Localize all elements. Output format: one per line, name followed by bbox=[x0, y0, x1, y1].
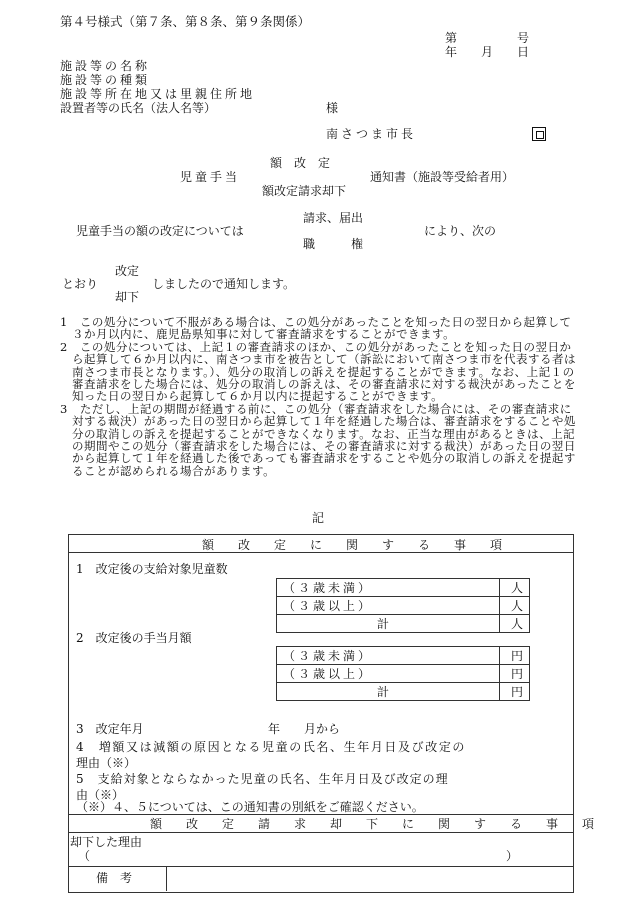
form-number: 第４号様式（第７条、第８条、第９条関係） bbox=[60, 14, 311, 29]
unit-yen: 円 bbox=[500, 665, 530, 683]
over3-label: （３歳以上） bbox=[283, 667, 374, 681]
body-tori: とおり bbox=[62, 277, 99, 291]
seal-stamp bbox=[532, 127, 546, 141]
monthly-amount-table bbox=[276, 646, 530, 701]
body-notify: しましたので通知します。 bbox=[152, 277, 296, 291]
remarks-label: 備 考 bbox=[96, 871, 133, 885]
title-notice: 通知書（施設等受給者用） bbox=[370, 170, 515, 184]
appeal-notes bbox=[60, 316, 580, 477]
item4-label-cont: 理由（※） bbox=[76, 756, 137, 770]
child-count-table bbox=[276, 578, 530, 633]
unit-person: 人 bbox=[500, 615, 530, 633]
over3-label: （３歳以上） bbox=[283, 599, 374, 613]
item5-label: 5 支給対象とならなかった児童の氏名、生年月日及び改定の理 bbox=[76, 772, 449, 786]
unit-yen: 円 bbox=[500, 647, 530, 665]
total-label: 計 bbox=[277, 615, 500, 633]
facility-name-label: 施設等の名称 bbox=[60, 59, 151, 73]
founder-name-label: 設置者等の氏名（法人名等） bbox=[60, 101, 217, 115]
note-item: 3 ただし、上記の期間が経過する前に、この処分（審査請求をした場合には、その審査請求に対する裁決）があった日の翌日から起算して１年を経過した場合は、審査請求をすることや処分の取消しの訴えを提起することができなくなります。なお、正当な理由があるときは、上記の期間やこの処分（審査請求をした場合には、その審査請求に対する裁決）があった日の翌日から起算して１年を経過した後であっても審査請求をすることや処分の取消しの訴えを提起することが認められる場合があります。 bbox=[60, 401, 576, 478]
unit-person: 人 bbox=[500, 597, 530, 615]
unit-person: 人 bbox=[500, 579, 530, 597]
body-sentence-right: により、次の bbox=[424, 224, 497, 238]
total-label: 計 bbox=[277, 683, 500, 701]
body-sentence-left: 児童手当の額の改定については bbox=[76, 224, 244, 238]
item4-label: 4 増額又は減額の原因となる児童の氏名、生年月日及び改定の bbox=[76, 740, 467, 754]
item3-year-month: 年 月から bbox=[268, 722, 341, 736]
ki-heading: 記 bbox=[312, 511, 325, 525]
note-item: 1 この処分について不服がある場合は、この処分があったことを知った日の翌日から起算して３か月以内に、鹿児島県知事に対して審査請求をすることができます。 bbox=[60, 315, 572, 342]
under3-label: （３歳未満） bbox=[283, 649, 374, 663]
facility-type-label: 施設等の種類 bbox=[60, 73, 151, 87]
title-amount-revision: 額 改 定 bbox=[270, 156, 331, 170]
item5-label-cont: 由（※） bbox=[76, 788, 125, 802]
date-label: 年 月 日 bbox=[445, 45, 530, 59]
paren-close: ） bbox=[506, 849, 519, 863]
reject-reason-label: 却下した理由 bbox=[70, 835, 143, 849]
honorific: 様 bbox=[326, 101, 339, 115]
under3-label: （３歳未満） bbox=[283, 581, 374, 595]
document-number-label: 第 号 bbox=[445, 31, 530, 45]
issuer-name: 南さつま市長 bbox=[326, 127, 417, 141]
choice-ex-officio: 職 権 bbox=[303, 237, 364, 251]
title-revision-reject: 額改定請求却下 bbox=[262, 184, 347, 198]
unit-yen: 円 bbox=[500, 683, 530, 701]
items-note: （※）４、５については、この通知書の別紙をご確認ください。 bbox=[76, 800, 424, 814]
choice-revised: 改定 bbox=[115, 264, 140, 278]
section-header-revision: 額 改 定 に 関 す る 事 項 bbox=[202, 538, 509, 552]
item3-label: 3 改定年月 bbox=[76, 722, 144, 736]
choice-rejected: 却下 bbox=[115, 290, 140, 304]
facility-address-label: 施設等所在地又は里親住所地 bbox=[60, 87, 256, 101]
item1-label: 1 改定後の支給対象児童数 bbox=[76, 562, 228, 576]
title-child-allowance: 児童手当 bbox=[180, 170, 241, 184]
paren-open: （ bbox=[78, 849, 91, 863]
section-header-reject: 額 改 定 請 求 却 下 に 関 す る 事 項 bbox=[150, 817, 601, 831]
choice-request: 請求、届出 bbox=[303, 211, 364, 225]
note-item: 2 この処分については、上記１の審査請求のほか、この処分があったことを知った日の翌日から起算して６か月以内に、南さつま市を被告として（訴訟において南さつま市を代表する者は南さつま市長となります。）、処分の取消しの訴えを提起することができます。なお、上記１の審査請求をした場合には、処分の取消しの訴えは、その審査請求に対する裁決があったことを知った日の翌日から起算して６か月以内に提起することができます。 bbox=[60, 339, 576, 404]
item2-label: 2 改定後の手当月額 bbox=[76, 631, 192, 645]
